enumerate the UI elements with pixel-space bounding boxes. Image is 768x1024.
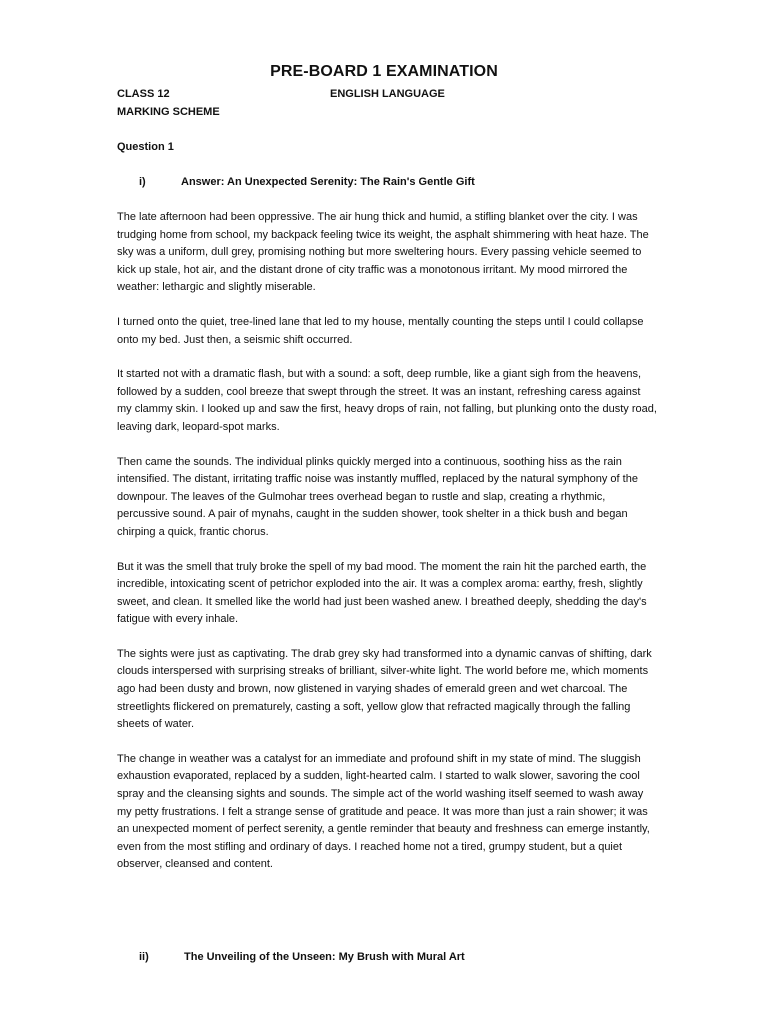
essay-paragraph: The late afternoon had been oppressive. The air hung thick and humid, a stifling blanket over the city. I was trudging home from school, my backpack feeling twice its weight, the asphalt shimmering with heat haze. The sky was a uniform, dull grey, promising nothing but more sweltering hours. Every passing vehicle seemed to kick up stale, hot air, and the distant drone of city traffic was a monotonous irritant. My mood mirrored the weather: lethargic and slightly miserable. <box>117 211 649 294</box>
part-index: ii) <box>139 951 149 963</box>
question-label: Question 1 <box>117 141 174 153</box>
page-title: PRE-BOARD 1 EXAMINATION <box>270 63 498 80</box>
essay-paragraph: It started not with a dramatic flash, but with a sound: a soft, deep rumble, like a giant sigh from the heavens, followed by a sudden, cool breeze that swept through the street. It was an instant, refreshing caress against my clammy skin. I looked up and saw the first, heavy drops of rain, not falling, but plunking onto the dusty road, leaving dark, leopard-spot marks. <box>117 368 657 433</box>
marking-scheme-label: MARKING SCHEME <box>117 106 220 118</box>
subject-label: ENGLISH LANGUAGE <box>330 88 445 100</box>
essay-paragraph: I turned onto the quiet, tree-lined lane that led to my house, mentally counting the steps until I could collapse onto my bed. Just then, a seismic shift occurred. <box>117 315 644 346</box>
essay-paragraph: But it was the smell that truly broke the spell of my bad mood. The moment the rain hit the parched earth, the incredible, intoxicating scent of petrichor exploded into the air. It was a complex aroma: earthy, fresh, slightly sweet, and clean. It smelled like the world had just been washed anew. I breathed deeply, shedding the day's fatigue with every inhale. <box>117 560 647 626</box>
essay-body <box>117 209 657 891</box>
essay-paragraph: Then came the sounds. The individual plinks quickly merged into a continuous, soothing hiss as the rain intensified. The distant, irritating traffic noise was instantly muffled, replaced by the natural symphony of the downpour. The leaves of the Gulmohar trees overhead began to rustle and slap, creating a rhythmic, percussive sound. A pair of mynahs, caught in the sudden shower, took shelter in a thick bush and began chirping a quick, frantic chorus. <box>117 455 638 538</box>
class-label: CLASS 12 <box>117 88 170 100</box>
part-index: i) <box>139 176 146 188</box>
part-title: The Unveiling of the Unseen: My Brush with Mural Art <box>184 951 465 963</box>
essay-paragraph: The change in weather was a catalyst for an immediate and profound shift in my state of mind. The sluggish exhaustion evaporated, replaced by a sudden, light-hearted calm. I started to walk slower, savoring the cool spray and the cleansing sights and sounds. The simple act of the world washing itself seemed to wash away my petty frustrations. I felt a strange sense of gratitude and peace. It was more than just a rain shower; it was an unexpected moment of perfect serenity, a gentle reminder that beauty and freshness can emerge instantly, even from the most stifling and ordinary of days. I reached home not a tired, grumpy student, but a quiet observer, cleansed and content. <box>117 752 650 871</box>
part-title: Answer: An Unexpected Serenity: The Rain's Gentle Gift <box>181 176 475 188</box>
essay-paragraph: The sights were just as captivating. The drab grey sky had transformed into a dynamic canvas of shifting, dark clouds interspersed with surprising streaks of brilliant, silver-white light. The world before me, which moments ago had been dusty and brown, now glistened in varying shades of emerald green and wet charcoal. The streetlights flickered on prematurely, casting a soft, yellow glow that refracted magically through the falling sheets of water. <box>117 647 652 731</box>
